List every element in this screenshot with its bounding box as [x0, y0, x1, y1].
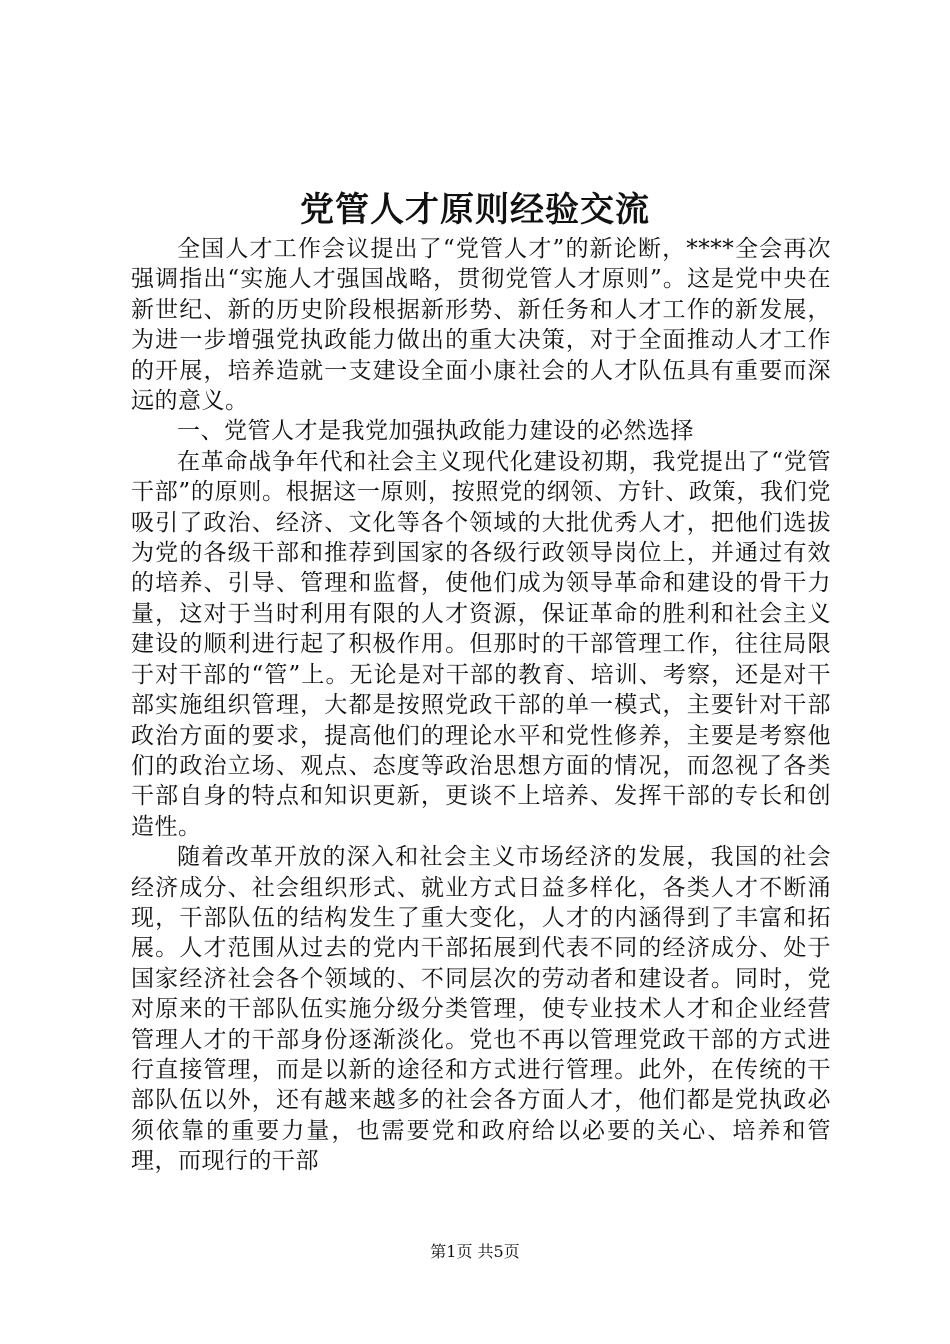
paragraph-intro: 全国人才工作会议提出了“党管人才”的新论断，****全会再次强调指出“实施人才强国战略，贯彻党管人才原则”。这是党中央在新世纪、新的历史阶段根据新形势、新任务和人才工作的新发展，为进一步增强党执政能力做出的重大决策，对于全面推动人才工作的开展，培养造就一支建设全面小康社会的人才队伍具有重要而深远的意义。 [131, 236, 831, 415]
paragraph-reform: 随着改革开放的深入和社会主义市场经济的发展，我国的社会经济成分、社会组织形式、就业方式日益多样化，各类人才不断涌现，干部队伍的结构发生了重大变化，人才的内涵得到了丰富和拓展。人才范围从过去的党内干部拓展到代表不同的经济成分、处于国家经济社会各个领域的、不同层次的劳动者和建设者。同时，党对原来的干部队伍实施分级分类管理，使专业技术人才和企业经营管理人才的干部身份逐渐淡化。党也不再以管理党政干部的方式进行直接管理，而是以新的途径和方式进行管理。此外，在传统的干部队伍以外，还有越来越多的社会各方面人才，他们都是党执政必须依靠的重要力量，也需要党和政府给以必要的关心、培养和管理，而现行的干部 [131, 844, 831, 1175]
document-title: 党管人才原则经验交流 [300, 190, 650, 230]
section-heading-1: 一、党管人才是我党加强执政能力建设的必然选择 [177, 418, 694, 445]
paragraph-history: 在革命战争年代和社会主义现代化建设初期，我党提出了“党管干部”的原则。根据这一原则，按照党的纲领、方针、政策，我们党吸引了政治、经济、文化等各个领域的大批优秀人才，把他们选拔为党的各级干部和推荐到国家的各级行政领导岗位上，并通过有效的培养、引导、管理和监督，使他们成为领导革命和建设的骨干力量，这对于当时利用有限的人才资源，保证革命的胜利和社会主义建设的顺利进行起了积极作用。但那时的干部管理工作，往往局限于对干部的“管”上。无论是对干部的教育、培训、考察，还是对干部实施组织管理，大都是按照党政干部的单一模式，主要针对干部政治方面的要求，提高他们的理论水平和党性修养，主要是考察他们的政治立场、观点、态度等政治思想方面的情况，而忽视了各类干部自身的特点和知识更新，更谈不上培养、发挥干部的专长和创造性。 [131, 448, 831, 840]
page-footer: 第1页 共5页 [430, 1242, 520, 1261]
document-body [131, 234, 831, 1177]
